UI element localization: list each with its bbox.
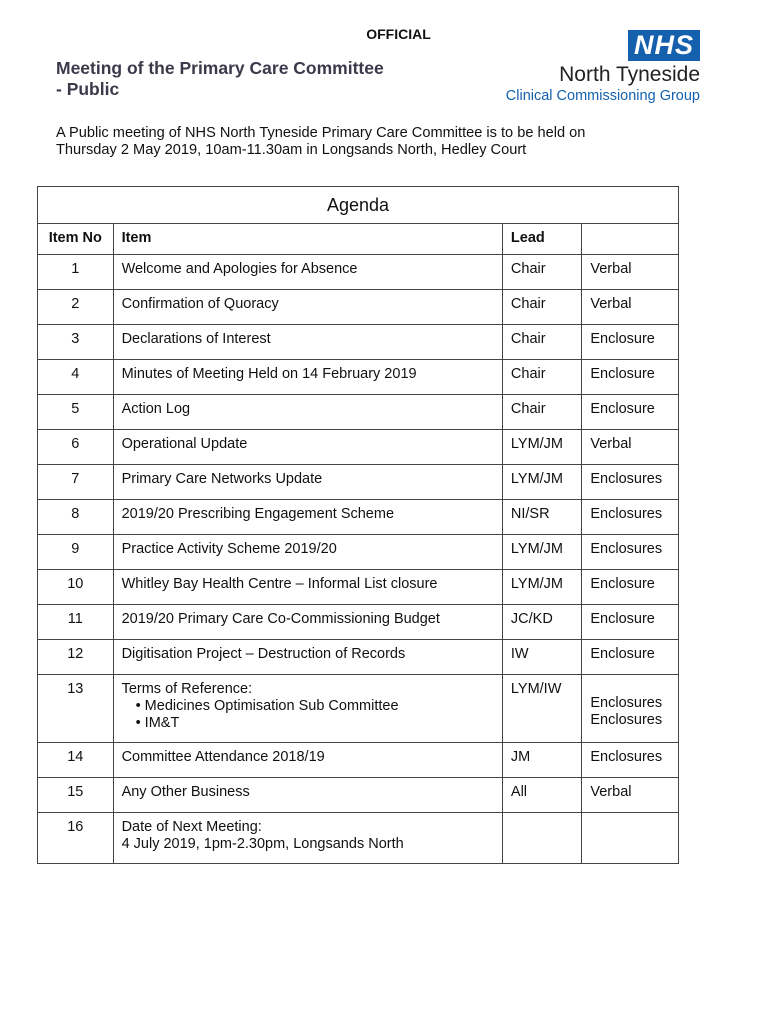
item-material: Enclosure bbox=[582, 360, 679, 395]
table-row bbox=[38, 535, 679, 570]
item-number: 14 bbox=[38, 743, 114, 778]
item-title: 2019/20 Prescribing Engagement Scheme bbox=[113, 500, 502, 535]
table-row bbox=[38, 430, 679, 465]
item-material: Enclosure bbox=[582, 605, 679, 640]
item-lead bbox=[502, 813, 581, 864]
item-lead: LYM/JM bbox=[502, 430, 581, 465]
table-row bbox=[38, 675, 679, 743]
item-material: Enclosures bbox=[582, 465, 679, 500]
nhs-logo-mark: NHS bbox=[628, 30, 700, 61]
item-title: Any Other Business bbox=[113, 778, 502, 813]
table-row bbox=[38, 465, 679, 500]
item-lead: IW bbox=[502, 640, 581, 675]
item-material: Verbal bbox=[582, 778, 679, 813]
item-material: Verbal bbox=[582, 430, 679, 465]
item-lead: Chair bbox=[502, 255, 581, 290]
item-bullet-list bbox=[122, 698, 494, 732]
table-row bbox=[38, 500, 679, 535]
agenda-table bbox=[37, 186, 679, 864]
item-material: Enclosure bbox=[582, 325, 679, 360]
page-title-line2: - Public bbox=[56, 79, 120, 99]
logo-org-name: North Tyneside bbox=[559, 63, 700, 86]
item-lead: JC/KD bbox=[502, 605, 581, 640]
table-row bbox=[38, 640, 679, 675]
item-bullet: • IM&T bbox=[136, 715, 494, 732]
item-title bbox=[113, 813, 502, 864]
item-material: Verbal bbox=[582, 255, 679, 290]
item-number: 9 bbox=[38, 535, 114, 570]
item-lead: Chair bbox=[502, 325, 581, 360]
column-header-item: Item bbox=[113, 224, 502, 255]
item-material: Enclosures bbox=[582, 500, 679, 535]
agenda-title: Agenda bbox=[38, 187, 679, 224]
item-number: 2 bbox=[38, 290, 114, 325]
item-number: 6 bbox=[38, 430, 114, 465]
item-title: Declarations of Interest bbox=[113, 325, 502, 360]
column-header-material bbox=[582, 224, 679, 255]
page-title-line1: Meeting of the Primary Care Committee bbox=[56, 58, 384, 78]
item-title: Operational Update bbox=[113, 430, 502, 465]
table-row bbox=[38, 325, 679, 360]
table-row bbox=[38, 813, 679, 864]
column-header-item-no: Item No bbox=[38, 224, 114, 255]
table-row bbox=[38, 570, 679, 605]
item-bullet: • Medicines Optimisation Sub Committee bbox=[136, 698, 494, 715]
table-row bbox=[38, 778, 679, 813]
item-number: 3 bbox=[38, 325, 114, 360]
item-lead: LYM/JM bbox=[502, 535, 581, 570]
nhs-logo bbox=[506, 30, 700, 105]
item-material bbox=[582, 813, 679, 864]
table-row bbox=[38, 605, 679, 640]
item-number: 8 bbox=[38, 500, 114, 535]
item-material bbox=[582, 675, 679, 743]
item-number: 15 bbox=[38, 778, 114, 813]
item-title: Whitley Bay Health Centre – Informal List closure bbox=[113, 570, 502, 605]
item-lead: All bbox=[502, 778, 581, 813]
item-title bbox=[113, 675, 502, 743]
item-number: 4 bbox=[38, 360, 114, 395]
page-title bbox=[56, 58, 384, 100]
item-title: Confirmation of Quoracy bbox=[113, 290, 502, 325]
item-material-text: Enclosures bbox=[590, 712, 663, 728]
logo-org-subtitle: Clinical Commissioning Group bbox=[505, 88, 700, 104]
item-title: 2019/20 Primary Care Co-Commissioning Budget bbox=[113, 605, 502, 640]
item-title-text: Terms of Reference: bbox=[121, 681, 253, 697]
item-title: Welcome and Apologies for Absence bbox=[113, 255, 502, 290]
item-title: Minutes of Meeting Held on 14 February 2019 bbox=[113, 360, 502, 395]
item-number: 10 bbox=[38, 570, 114, 605]
item-title: Action Log bbox=[113, 395, 502, 430]
item-number: 16 bbox=[38, 813, 114, 864]
item-material: Enclosures bbox=[582, 535, 679, 570]
column-header-lead: Lead bbox=[502, 224, 581, 255]
item-material: Enclosure bbox=[582, 640, 679, 675]
table-row bbox=[38, 360, 679, 395]
item-material: Enclosure bbox=[582, 570, 679, 605]
table-row bbox=[38, 743, 679, 778]
table-row bbox=[38, 255, 679, 290]
item-material: Enclosures bbox=[582, 743, 679, 778]
item-number: 7 bbox=[38, 465, 114, 500]
item-material: Enclosure bbox=[582, 395, 679, 430]
item-lead: Chair bbox=[502, 395, 581, 430]
item-number: 12 bbox=[38, 640, 114, 675]
item-lead: LYM/JM bbox=[502, 465, 581, 500]
item-lead: LYM/JM bbox=[502, 570, 581, 605]
table-row bbox=[38, 290, 679, 325]
item-lead: Chair bbox=[502, 290, 581, 325]
item-material: Verbal bbox=[582, 290, 679, 325]
item-lead: JM bbox=[502, 743, 581, 778]
item-number: 1 bbox=[38, 255, 114, 290]
item-title: Primary Care Networks Update bbox=[113, 465, 502, 500]
item-lead: NI/SR bbox=[502, 500, 581, 535]
item-title: Digitisation Project – Destruction of Records bbox=[113, 640, 502, 675]
item-lead: LYM/IW bbox=[502, 675, 581, 743]
classification-label: OFFICIAL bbox=[366, 26, 431, 42]
item-number: 5 bbox=[38, 395, 114, 430]
item-title: Practice Activity Scheme 2019/20 bbox=[113, 535, 502, 570]
item-title: Committee Attendance 2018/19 bbox=[113, 743, 502, 778]
item-title-text: Date of Next Meeting: bbox=[121, 819, 262, 835]
item-number: 11 bbox=[38, 605, 114, 640]
item-lead: Chair bbox=[502, 360, 581, 395]
intro-line-1: A Public meeting of NHS North Tyneside Primary Care Committee is to be held on bbox=[56, 125, 586, 141]
item-number: 13 bbox=[38, 675, 114, 743]
item-material-text: Enclosures bbox=[590, 695, 663, 711]
item-title-text: 4 July 2019, 1pm-2.30pm, Longsands North bbox=[121, 836, 404, 852]
table-row bbox=[38, 395, 679, 430]
intro-line-2: Thursday 2 May 2019, 10am-11.30am in Longsands North, Hedley Court bbox=[56, 142, 527, 158]
table-header-row bbox=[38, 224, 679, 255]
intro-paragraph bbox=[56, 125, 676, 159]
